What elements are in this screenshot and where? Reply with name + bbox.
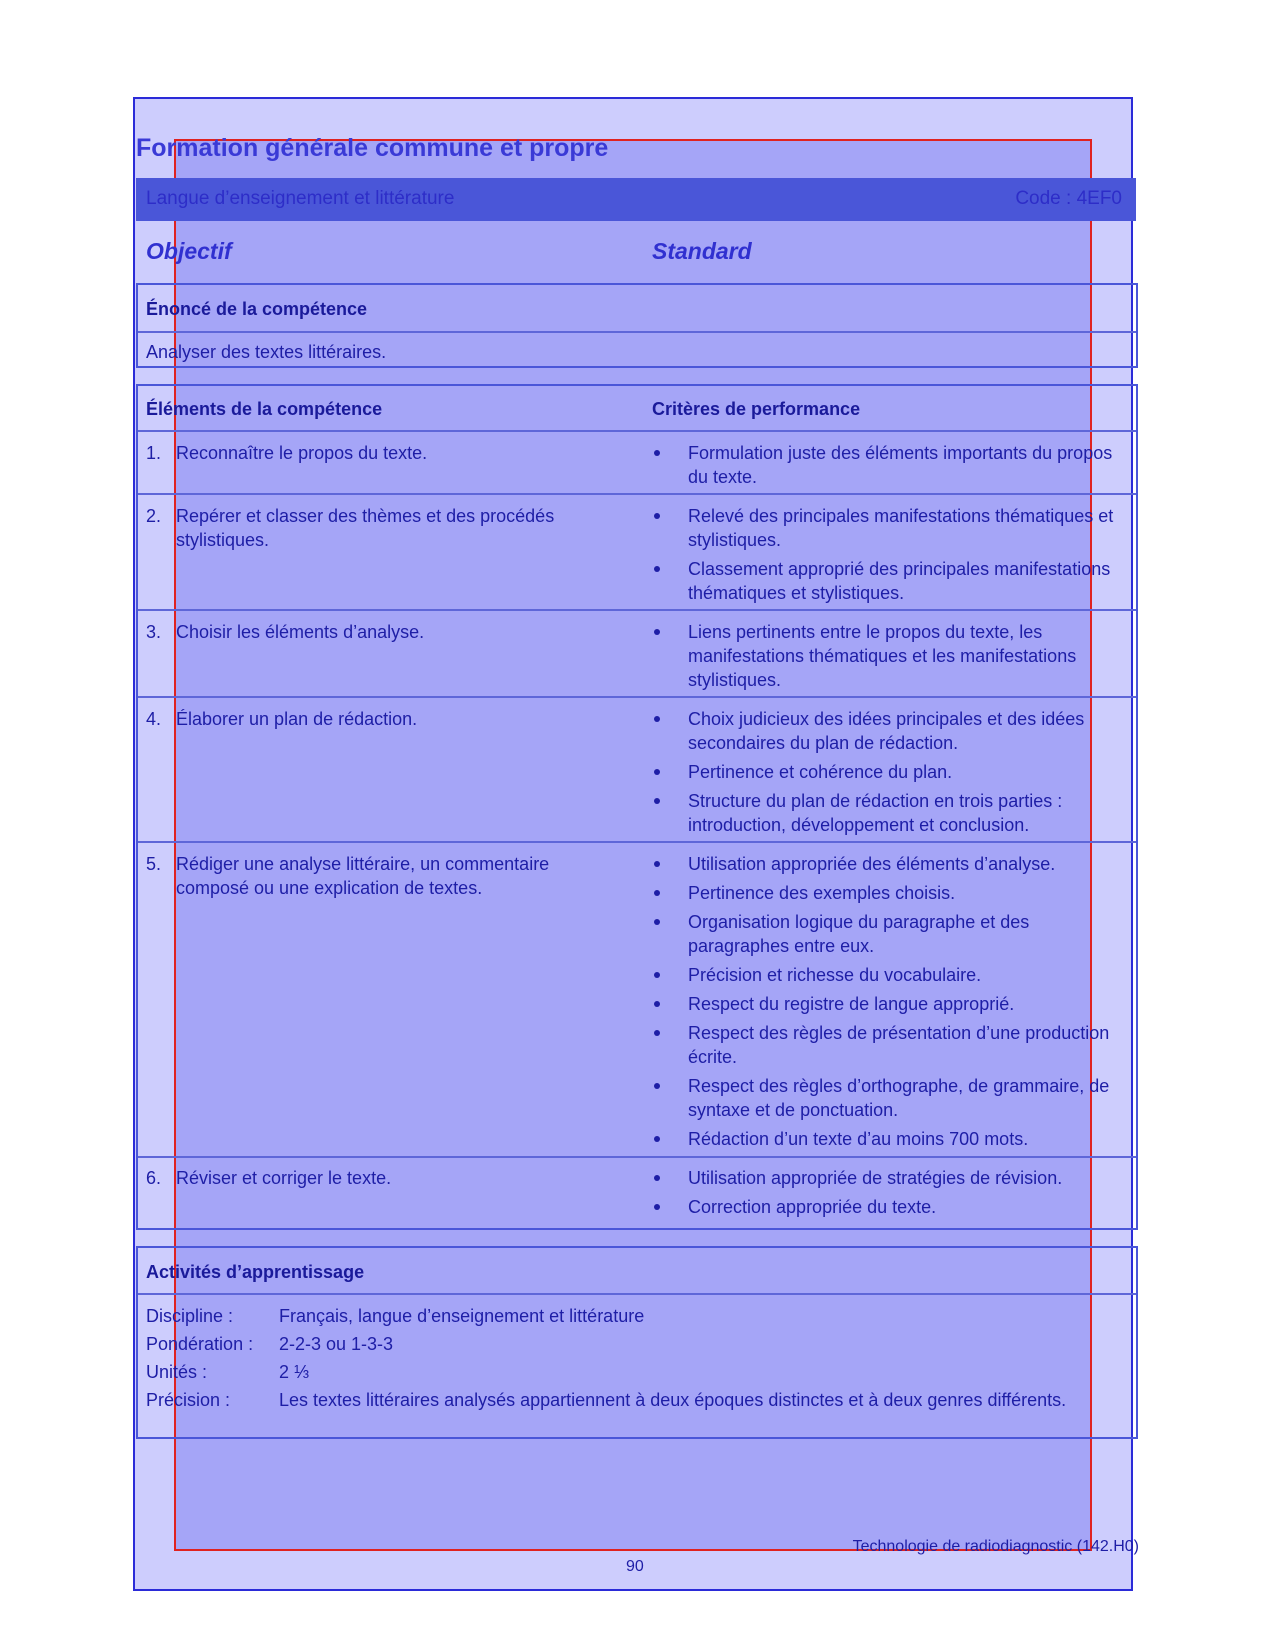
criterion-item: Respect du registre de langue approprié.: [654, 992, 1134, 1016]
divider: [138, 493, 1136, 495]
activite-label: Pondération :: [146, 1334, 254, 1354]
criterion-item: Respect des règles d’orthographe, de grammaire, de syntaxe et de ponctuation.: [654, 1074, 1134, 1122]
objectif-heading: Objectif: [146, 238, 232, 264]
bullet-icon: [654, 1030, 660, 1036]
criteria-list: [654, 852, 1134, 1156]
element-text: Rédiger une analyse littéraire, un commentaire composé ou une explication de textes.: [176, 854, 550, 898]
criterion-item: Correction appropriée du texte.: [654, 1195, 1134, 1219]
divider: [138, 1156, 1136, 1158]
activite-label: Unités :: [146, 1362, 208, 1382]
bullet-icon: [654, 1001, 660, 1007]
bullet-icon: [654, 716, 660, 722]
element-number: 2.: [146, 506, 162, 526]
criterion-item: Organisation logique du paragraphe et des paragraphes entre eux.: [654, 910, 1134, 958]
bullet-icon: [654, 890, 660, 896]
activite-value: Les textes littéraires analysés appartiennent à deux époques distinctes et à deux genres différents.: [279, 1390, 1067, 1410]
criterion-item: Formulation juste des éléments importants du propos du texte.: [654, 441, 1134, 489]
bullet-icon: [654, 1204, 660, 1210]
elements-heading: Éléments de la compétence: [146, 399, 383, 419]
element-text: Repérer et classer des thèmes et des procédés stylistiques.: [176, 506, 555, 550]
criterion-item: Précision et richesse du vocabulaire.: [654, 963, 1134, 987]
standard-heading: Standard: [652, 238, 752, 264]
element-text: Élaborer un plan de rédaction.: [176, 709, 418, 729]
element-number: 3.: [146, 622, 162, 642]
criterion-item: Structure du plan de rédaction en trois parties : introduction, développement et conclusion.: [654, 789, 1134, 837]
bullet-icon: [654, 513, 660, 519]
criterion-item: Liens pertinents entre le propos du texte, les manifestations thématiques et les manifestations stylistiques.: [654, 620, 1134, 692]
bullet-icon: [654, 861, 660, 867]
course-code: Code : 4EF0: [1015, 188, 1122, 209]
criterion-item: Relevé des principales manifestations thématiques et stylistiques.: [654, 504, 1134, 552]
element-number: 4.: [146, 709, 162, 729]
criteria-list: [654, 620, 1134, 697]
bullet-icon: [654, 629, 660, 635]
element-number: 5.: [146, 854, 162, 874]
course-name: Langue d’enseignement et littérature: [146, 188, 455, 209]
criterion-item: Pertinence des exemples choisis.: [654, 881, 1134, 905]
page-number: 90: [626, 1558, 644, 1575]
criteria-list: [654, 504, 1134, 610]
activites-box: [136, 1246, 1138, 1439]
divider: [138, 841, 1136, 843]
bullet-icon: [654, 972, 660, 978]
activite-value: 2-2-3 ou 1-3-3: [279, 1334, 394, 1354]
bullet-icon: [654, 1175, 660, 1181]
criterion-item: Utilisation appropriée de stratégies de révision.: [654, 1166, 1134, 1190]
elements-box: [136, 384, 1138, 1230]
activite-label: Discipline :: [146, 1306, 234, 1326]
page-title: Formation générale commune et propre: [136, 134, 609, 162]
divider: [138, 1293, 1136, 1295]
activite-value: 2 ⅓: [279, 1362, 310, 1382]
element-number: 6.: [146, 1168, 162, 1188]
bullet-icon: [654, 1136, 660, 1142]
element-text: Réviser et corriger le texte.: [176, 1168, 392, 1188]
criterion-item: Respect des règles de présentation d’une production écrite.: [654, 1021, 1134, 1069]
criterion-item: Choix judicieux des idées principales et des idées secondaires du plan de rédaction.: [654, 707, 1134, 755]
footer-program: Technologie de radiodiagnostic (142.H0): [852, 1538, 1139, 1555]
criterion-item: Classement approprié des principales manifestations thématiques et stylistiques.: [654, 557, 1134, 605]
criterion-item: Pertinence et cohérence du plan.: [654, 760, 1134, 784]
bullet-icon: [654, 1083, 660, 1089]
bullet-icon: [654, 566, 660, 572]
criteres-heading: Critères de performance: [652, 399, 861, 419]
activite-label: Précision :: [146, 1390, 231, 1410]
activites-label: Activités d’apprentissage: [146, 1262, 365, 1282]
element-number: 1.: [146, 443, 162, 463]
element-text: Choisir les éléments d’analyse.: [176, 622, 425, 642]
bullet-icon: [654, 769, 660, 775]
divider: [138, 696, 1136, 698]
divider: [138, 430, 1136, 432]
course-bar: [136, 178, 1136, 221]
bullet-icon: [654, 450, 660, 456]
element-text: Reconnaître le propos du texte.: [176, 443, 428, 463]
bullet-icon: [654, 798, 660, 804]
criteria-list: [654, 441, 1134, 494]
criterion-item: Rédaction d’un texte d’au moins 700 mots.: [654, 1127, 1134, 1151]
criteria-list: [654, 1166, 1134, 1224]
divider: [138, 609, 1136, 611]
enonce-label: Énoncé de la compétence: [146, 299, 368, 319]
divider: [138, 331, 1136, 333]
criterion-item: Utilisation appropriée des éléments d’analyse.: [654, 852, 1134, 876]
activite-value: Français, langue d’enseignement et littérature: [279, 1306, 645, 1326]
criteria-list: [654, 707, 1134, 842]
enonce-box: [136, 283, 1138, 368]
bullet-icon: [654, 919, 660, 925]
enonce-text: Analyser des textes littéraires.: [146, 342, 387, 362]
